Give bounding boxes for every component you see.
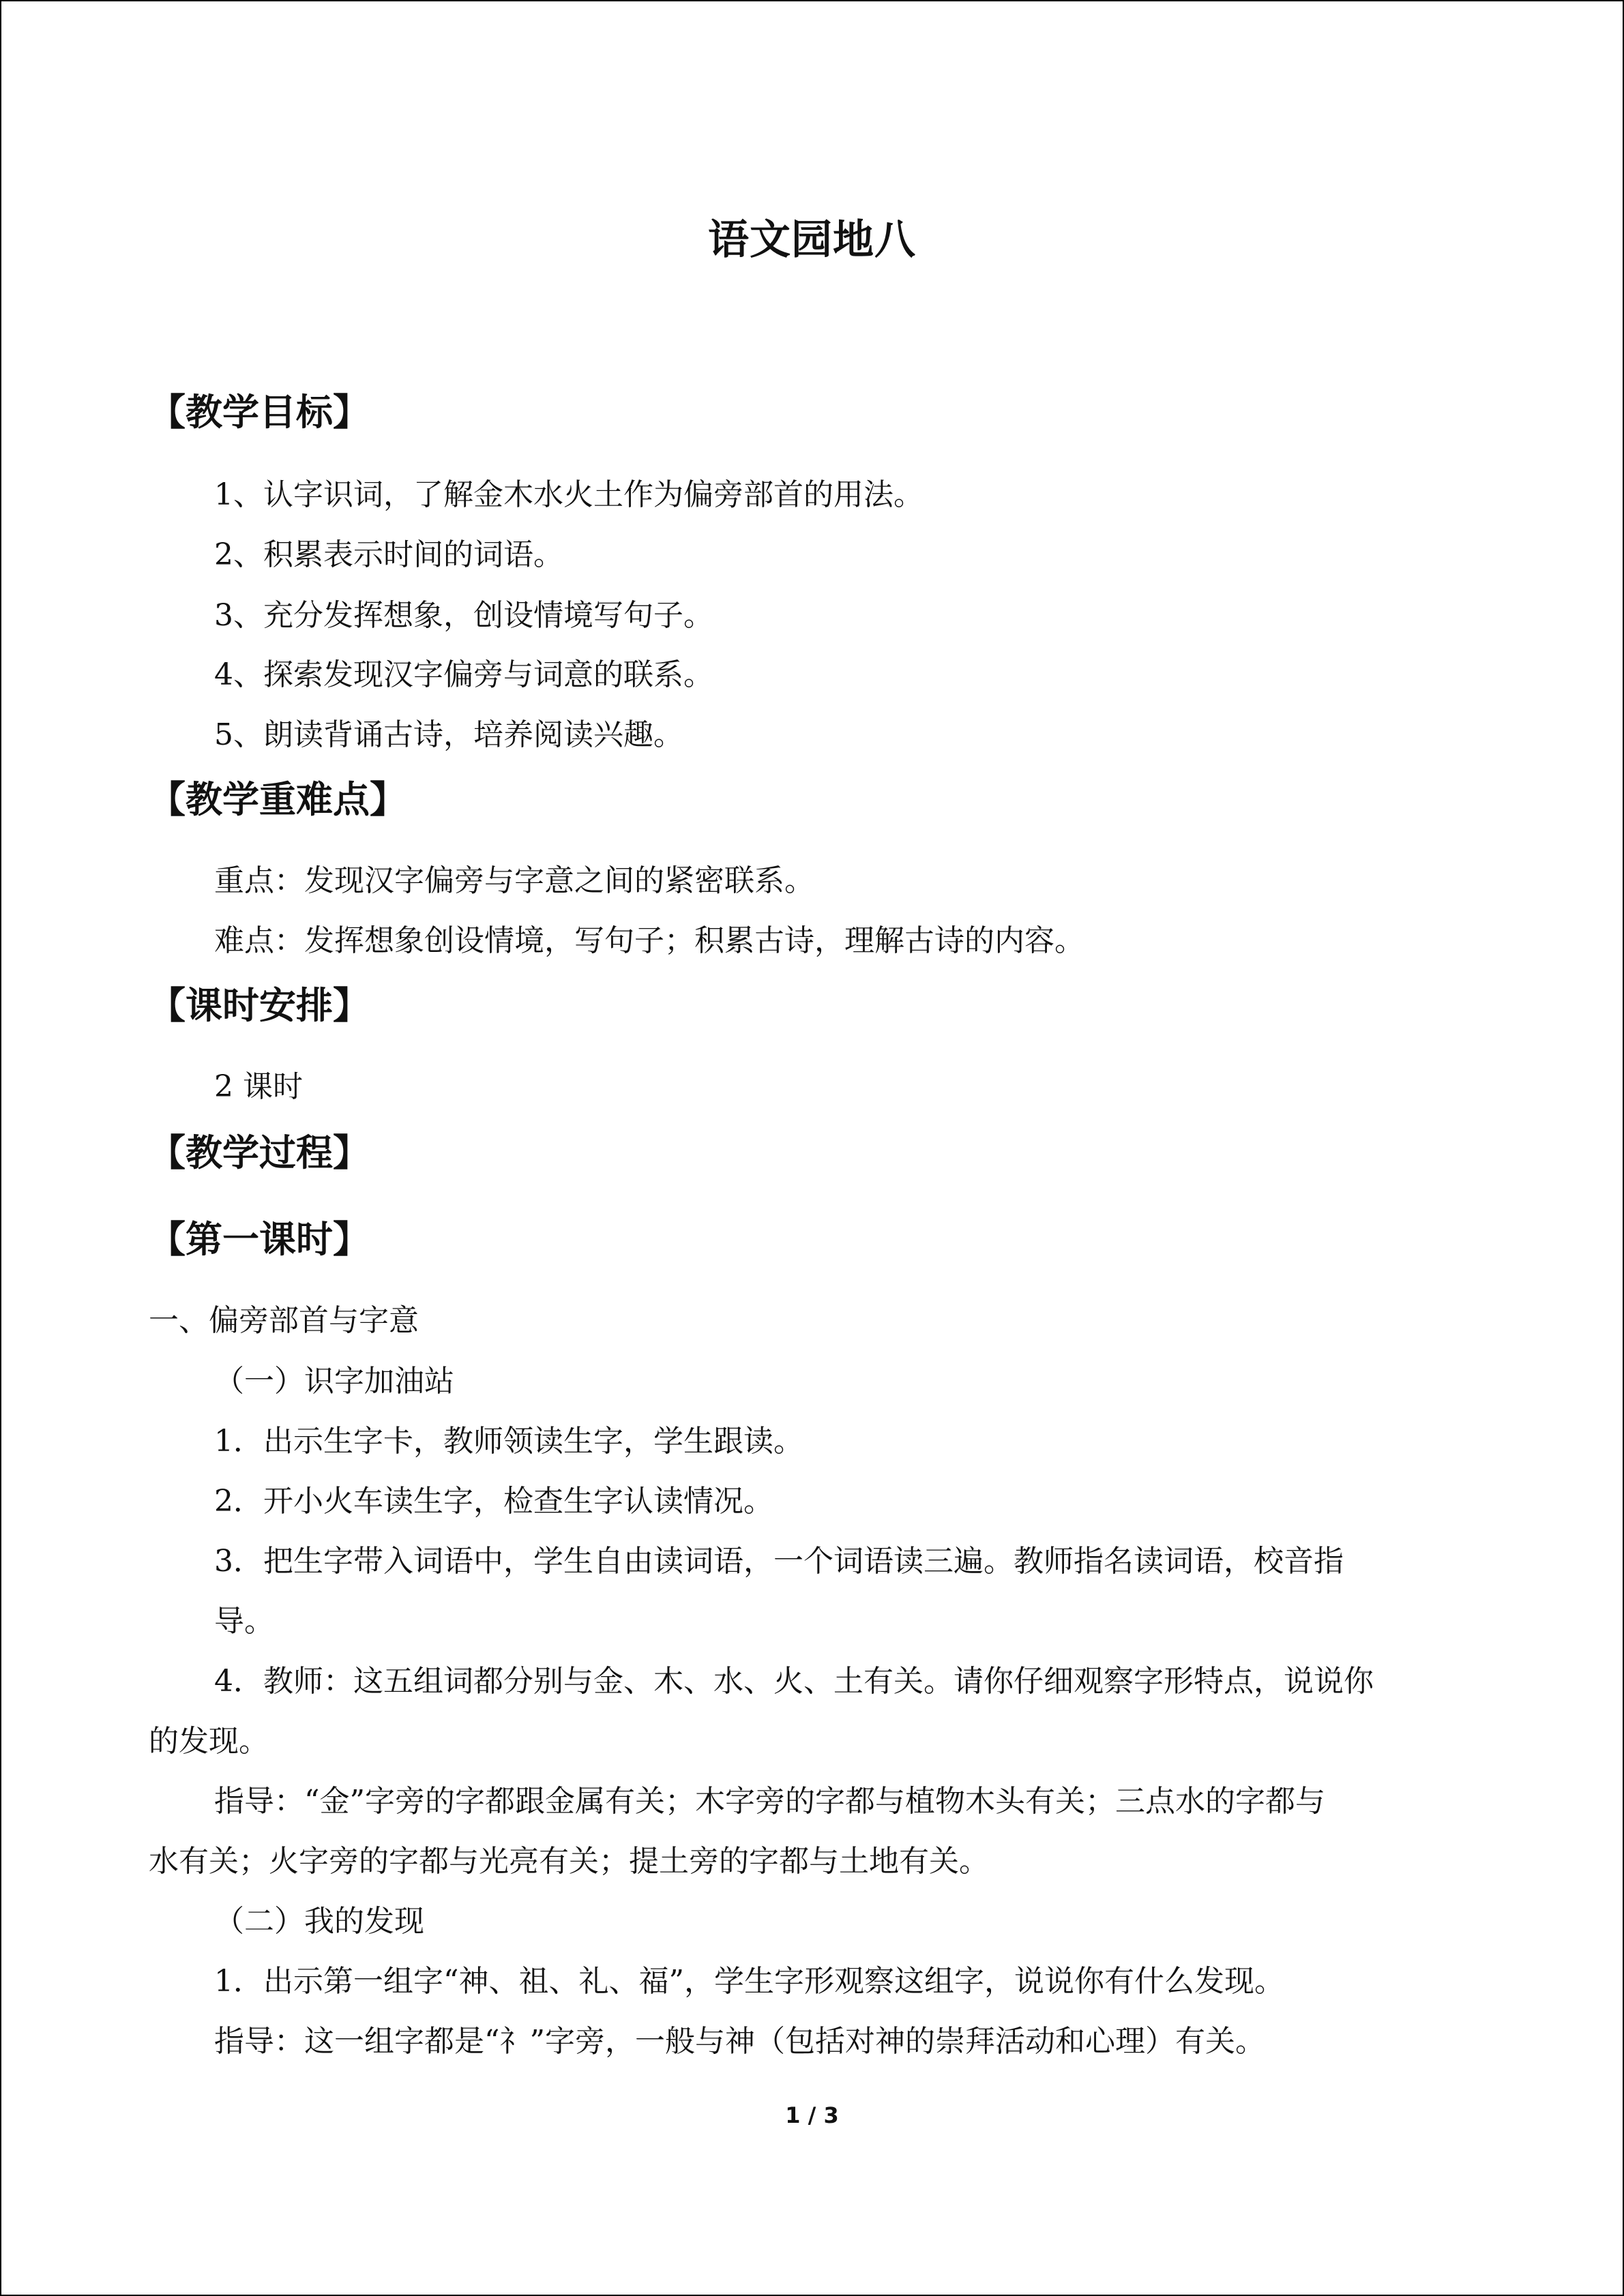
sub1-guidance-cont: 水有关；火字旁的字都与光亮有关；提土旁的字都与土地有关。 xyxy=(149,1844,989,1879)
heading-schedule: 【课时安排】 xyxy=(149,984,370,1027)
sub2-guidance: 指导：这一组字都是“礻”字旁，一般与神（包括对神的崇拜活动和心理）有关。 xyxy=(214,2024,1265,2059)
objective-item-3: 3、充分发挥想象，创设情境写句子。 xyxy=(214,598,713,633)
key-point-focus: 重点：发现汉字偏旁与字意之间的紧密联系。 xyxy=(214,863,814,898)
sub1-item-1: 1．出示生字卡，教师领读生字，学生跟读。 xyxy=(214,1424,803,1459)
schedule-text: 2 课时 xyxy=(214,1069,303,1104)
subsection-1-title: （一）识字加油站 xyxy=(214,1364,454,1399)
sub1-item-3: 3．把生字带入词语中，学生自由读词语，一个词语读三遍。教师指名读词语，校音指 xyxy=(214,1544,1344,1579)
objective-item-2: 2、积累表示时间的词语。 xyxy=(214,537,563,572)
sub1-item-2: 2．开小火车读生字，检查生字认读情况。 xyxy=(214,1484,773,1519)
document-title: 语文园地八 xyxy=(708,216,916,264)
heading-lesson-1: 【第一课时】 xyxy=(149,1218,370,1261)
sub1-item-4-cont: 的发现。 xyxy=(149,1724,269,1759)
objective-item-4: 4、探索发现汉字偏旁与词意的联系。 xyxy=(214,657,713,692)
objective-item-5: 5、朗读背诵古诗，培养阅读兴趣。 xyxy=(214,717,683,752)
sub2-item-1: 1．出示第一组字“神、祖、礼、福”，学生字形观察这组字，说说你有什么发现。 xyxy=(214,1964,1284,1999)
objective-item-1: 1、认字识词，了解金木水火土作为偏旁部首的用法。 xyxy=(214,477,924,512)
heading-objectives: 【教学目标】 xyxy=(149,391,370,434)
key-point-difficulty: 难点：发挥想象创设情境，写句子；积累古诗，理解古诗的内容。 xyxy=(214,923,1084,958)
subsection-2-title: （二）我的发现 xyxy=(214,1904,424,1939)
page-number: 1 / 3 xyxy=(785,2102,839,2128)
heading-process: 【教学过程】 xyxy=(149,1131,370,1174)
heading-key-points: 【教学重难点】 xyxy=(149,778,407,821)
sub1-guidance: 指导：“金”字旁的字都跟金属有关；木字旁的字都与植物木头有关；三点水的字都与 xyxy=(214,1784,1325,1819)
sub1-item-3-cont: 导。 xyxy=(214,1604,274,1639)
sub1-item-4: 4．教师：这五组词都分别与金、木、水、火、土有关。请你仔细观察字形特点，说说你 xyxy=(214,1664,1374,1699)
part-1-title: 一、偏旁部首与字意 xyxy=(149,1303,419,1338)
